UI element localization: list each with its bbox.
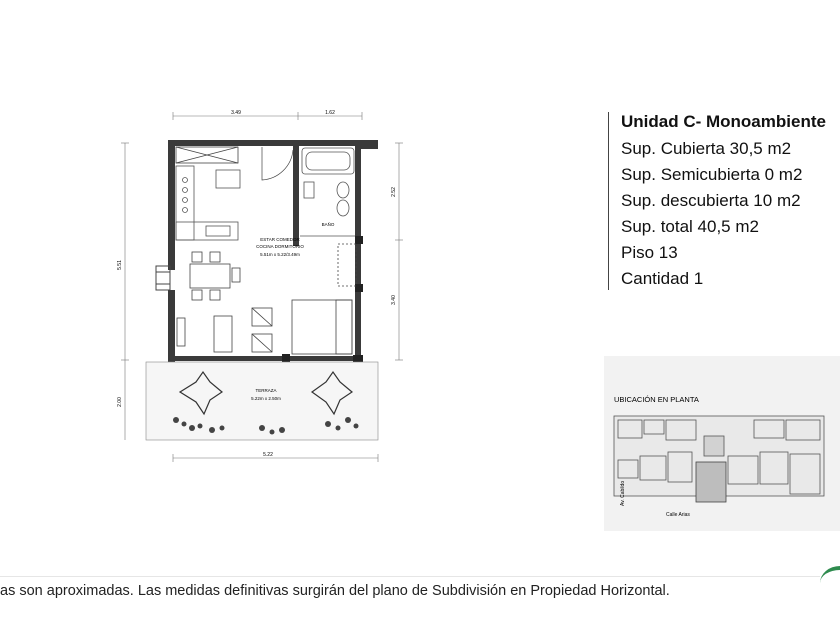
dim-right-lower: 3.40 xyxy=(391,295,397,305)
location-title: UBICACIÓN EN PLANTA xyxy=(614,395,699,404)
living-size: 5.51m x 5.22/3.49m xyxy=(260,252,300,257)
dim-left: 5.51 xyxy=(117,260,123,270)
unit-highlight xyxy=(696,462,726,502)
spec-uncovered: Sup. descubierta 10 m2 xyxy=(621,191,801,210)
terrace xyxy=(146,362,378,440)
kitchen xyxy=(176,166,240,240)
unit-info-panel xyxy=(608,112,840,290)
dim-right-upper: 2.52 xyxy=(391,187,397,197)
footer-divider xyxy=(0,576,820,577)
footer-note: as son aproximadas. Las medidas definitivas surgirán del plano de Subdivisión en Propiedad Horizontal. xyxy=(0,583,670,599)
terrace-size: 5.22m x 2.50m xyxy=(251,396,281,401)
dim-bottom: 5.22 xyxy=(263,452,273,458)
dim-top-left: 3.49 xyxy=(231,110,241,116)
spec-covered: Sup. Cubierta 30,5 m2 xyxy=(621,139,792,158)
bath-label: BAÑO xyxy=(321,222,335,227)
location-map xyxy=(604,356,840,531)
street-bottom: Calle Arias xyxy=(666,512,690,518)
spec-semicovered: Sup. Semicubierta 0 m2 xyxy=(621,165,803,184)
unit-title: Unidad C- Monoambiente xyxy=(621,112,826,131)
spec-quantity: Cantidad 1 xyxy=(621,269,704,288)
street-left: Av. Cabildo xyxy=(620,480,626,506)
dim-top-right: 1.62 xyxy=(325,110,335,116)
living-name: ESTAR COMEDOR xyxy=(260,237,300,242)
left-window xyxy=(156,266,170,290)
spec-total: Sup. total 40,5 m2 xyxy=(621,217,759,236)
terrace-name: TERRAZA xyxy=(255,388,277,393)
spec-floor: Piso 13 xyxy=(621,243,678,262)
dining-set xyxy=(190,252,240,300)
closet xyxy=(176,147,238,163)
living-sub: COCINA DORMITORIO xyxy=(256,244,304,249)
living-furniture xyxy=(177,308,272,352)
entry-door xyxy=(262,147,293,180)
bed xyxy=(292,244,356,354)
walls xyxy=(168,140,378,362)
brand-logo-arc xyxy=(820,566,840,600)
location-map-drawing xyxy=(604,356,840,531)
dim-terrace-left: 2.00 xyxy=(117,397,123,407)
